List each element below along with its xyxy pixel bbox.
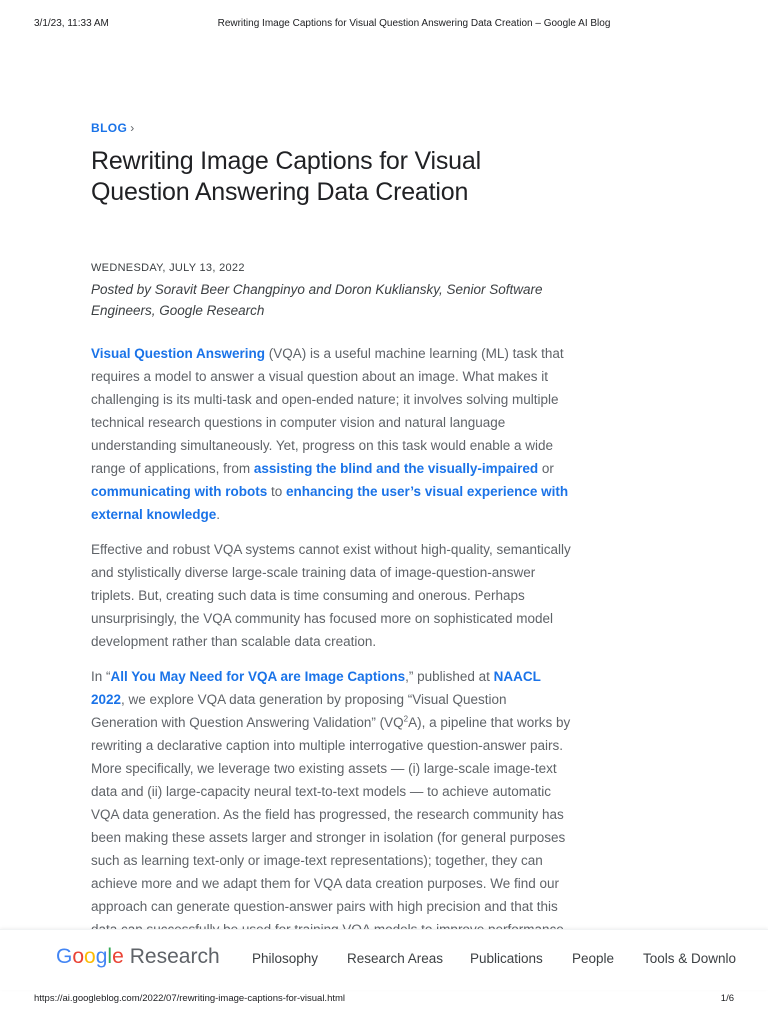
breadcrumb bbox=[91, 121, 135, 135]
print-page-title: Rewriting Image Captions for Visual Question Answering Data Creation – Google AI Blog bbox=[217, 18, 611, 29]
nav-item-research-areas[interactable]: Research Areas bbox=[347, 951, 444, 966]
print-url: https://ai.googleblog.com/2022/07/rewriting-image-captions-for-visual.html bbox=[34, 993, 346, 1004]
chevron-right-icon: › bbox=[130, 121, 135, 135]
breadcrumb-blog-link[interactable]: BLOG bbox=[91, 121, 128, 135]
link-assisting-the-blind[interactable]: assisting the blind and the visually-impaired bbox=[253, 461, 539, 476]
post-date: WEDNESDAY, JULY 13, 2022 bbox=[91, 262, 245, 274]
print-page-number: 1/6 bbox=[720, 993, 734, 1004]
page-title: Rewriting Image Captions for Visual Question Answering Data Creation bbox=[91, 147, 481, 206]
link-visual-question-answering[interactable]: Visual Question Answering bbox=[91, 346, 266, 361]
nav-item-people[interactable]: People bbox=[572, 951, 615, 966]
link-communicating-with-robots[interactable]: communicating with robots bbox=[91, 484, 268, 499]
paragraph-intro: Visual Question Answering (VQA) is a useful machine learning (ML) task that requires a model to answer a visual question about an image. What makes it challenging is its multi-task and open-ended nature; it involves solving multiple technical research questions in computer vision and natural language understanding simultaneously. Yet, progress on this task would enable a wide range of applications, from assisting the blind and the visually-impaired or communicating with robots to enhancing the user’s visual experience with external knowledge. bbox=[91, 346, 569, 522]
nav-item-tools-downloads[interactable]: Tools & Downlo bbox=[643, 951, 737, 966]
print-footer bbox=[34, 993, 734, 1007]
link-enhancing-visual-experience[interactable]: enhancing the user’s visual experience with external knowledge bbox=[91, 484, 569, 522]
google-research-logo[interactable]: Google Research bbox=[56, 945, 220, 968]
link-paper-title[interactable]: All You May Need for VQA are Image Captions bbox=[110, 669, 406, 684]
nav-item-philosophy[interactable]: Philosophy bbox=[252, 951, 319, 966]
paragraph-motivation: Effective and robust VQA systems cannot exist without high-quality, semantically and stylistically diverse large-scale training data of image-question-answer triplets. But, creating such data is time consuming and onerous. Perhaps unsurprisingly, the VQA community has focused more on sophisticated model development rather than scalable data creation. bbox=[91, 542, 571, 649]
post-byline: Posted by Soravit Beer Changpinyo and Doron Kukliansky, Senior Software Engineers, Google Research bbox=[91, 282, 543, 318]
print-datetime: 3/1/23, 11:33 AM bbox=[34, 18, 109, 29]
nav-item-publications[interactable]: Publications bbox=[470, 951, 543, 966]
site-nav-bar bbox=[0, 929, 768, 990]
print-header bbox=[34, 18, 734, 32]
link-naacl-2022[interactable]: NAACL 2022 bbox=[91, 669, 541, 707]
paragraph-approach: In “All You May Need for VQA are Image Captions,” published at NAACL 2022, we explore VQA data generation by proposing “Visual Question Generation with Question Answering Validation” $(VQ^2A)$, a pipeline that works by rewriting a declarative caption into multiple interrogative question-answer pairs. More specifically, we leverage two existing assets — (i) large-scale image-text data and (ii) large-capacity neural text-to-text models — to achieve automatic VQA data generation. As the field has progressed, the research community has been making these assets larger and stronger in isolation (for general purposes such as learning text-only or image-text representations); together, they can achieve more and we adapt them for VQA data creation purposes. We find our approach can generate question-answer pairs with high precision and that this bbox=[91, 669, 571, 914]
